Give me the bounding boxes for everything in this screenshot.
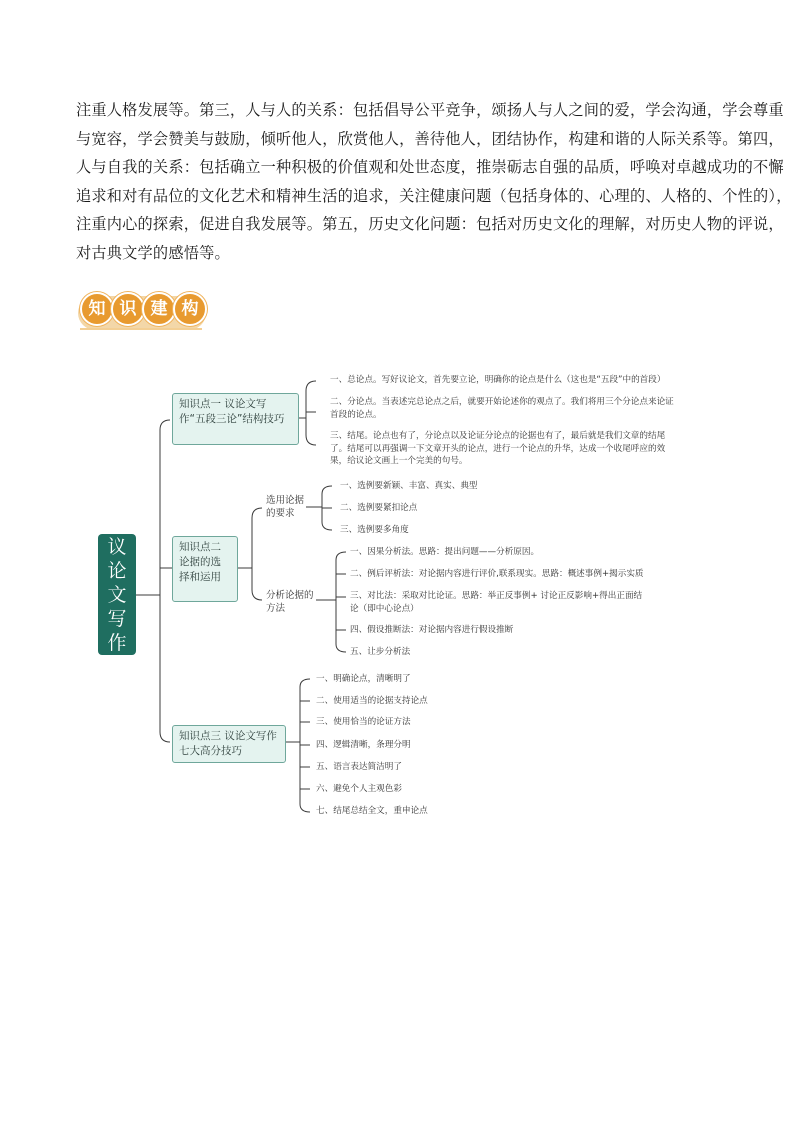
k2-sub2-item: 五、让步分析法 (350, 647, 411, 657)
root-char: 作 (107, 631, 127, 654)
badge-char: 构 (173, 292, 207, 326)
paragraph-line: 对古典文学的感悟等。 (76, 243, 230, 262)
paragraph-line: 人与自我的关系：包括确立一种积极的价值观和处世态度，推崇砺志自强的品质，呼唤对卓越成功的不懈 (76, 158, 784, 177)
paragraph-line: 与宽容，学会赞美与鼓励，倾听他人，欣赏他人，善待他人，团结协作，构建和谐的人际关系等。第四， (76, 129, 784, 148)
k2-subtopic-methods: 分析论据的方法 (266, 590, 314, 614)
k3-item: 一、明确论点，清晰明了 (316, 674, 411, 684)
k2-sub2-item: 三、对比法：采取对比论证。思路：举正反事例+ 讨论正反影响+得出正面结论（即中心论点） (350, 591, 643, 614)
k3-item: 五、语言表达简洁明了 (316, 762, 402, 772)
k2-sub1-item: 一、选例要新颖、丰富、真实、典型 (340, 481, 478, 491)
k2-sub2-item: 二、例后评析法：对论据内容进行评价,联系现实。思路：概述事例+揭示实质 (350, 569, 644, 579)
k1-item: 二、分论点。当表述完总论点之后，就要开始论述你的观点了。我们将用三个分论点来论证首段的论点。 (330, 397, 674, 420)
k3-item: 六、避免个人主观色彩 (316, 784, 402, 794)
k1-item: 一、总论点。写好议论文，首先要立论，明确你的论点是什么（这也是“五段”中的首段） (330, 375, 666, 385)
root-char: 写 (107, 607, 127, 630)
k3-item: 七、结尾总结全文，重申论点 (316, 806, 428, 816)
knowledge-point-2: 知识点二 论据的选择和运用 (172, 536, 238, 602)
root-char: 文 (107, 583, 127, 606)
mindmap-root (98, 534, 136, 655)
k3-item: 四、逻辑清晰，条理分明 (316, 740, 411, 750)
k2-sub2-item: 一、因果分析法。思路：提出问题——分析原因。 (350, 547, 540, 557)
paragraph-line: 注重人格发展等。第三，人与人的关系：包括倡导公平竞争，颂扬人与人之间的爱，学会沟通，学会尊重 (76, 101, 784, 119)
knowledge-point-3: 知识点三 议论文写作七大高分技巧 (172, 725, 286, 763)
k2-sub1-item: 三、选例要多角度 (340, 525, 409, 535)
k3-item: 三、使用恰当的论证方法 (316, 717, 411, 727)
paragraph-line: 追求和对有品位的文化艺术和精神生活的追求，关注健康问题（包括身体的、心理的、人格的、个性的）， (76, 186, 792, 205)
root-char: 论 (107, 559, 127, 582)
k2-subtopic-requirements: 选用论据的要求 (266, 495, 305, 519)
badge-char: 知 (80, 292, 114, 326)
knowledge-point-1: 知识点一 议论文写作“五段三论”结构技巧 (172, 393, 299, 445)
k3-item: 二、使用适当的论据支持论点 (316, 696, 428, 706)
k2-sub1-item: 二、选例要紧扣论点 (340, 503, 418, 513)
root-char: 议 (107, 535, 127, 558)
badge-char: 识 (111, 292, 145, 326)
paragraph-line: 注重内心的探索，促进自我发展等。第五，历史文化问题：包括对历史文化的理解，对历史人物的评说， (76, 215, 784, 234)
badge-char: 建 (142, 292, 176, 326)
k1-item: 三、结尾。论点也有了，分论点以及论证分论点的论据也有了，最后就是我们文章的结尾了。结尾可以再强调一下文章开头的论点，进行一个论点的升华，达成一个收尾呼应的效果，给议论文画上一个完美的句号。 (330, 431, 666, 466)
k2-sub2-item: 四、假设推断法：对论据内容进行假设推断 (350, 625, 514, 635)
